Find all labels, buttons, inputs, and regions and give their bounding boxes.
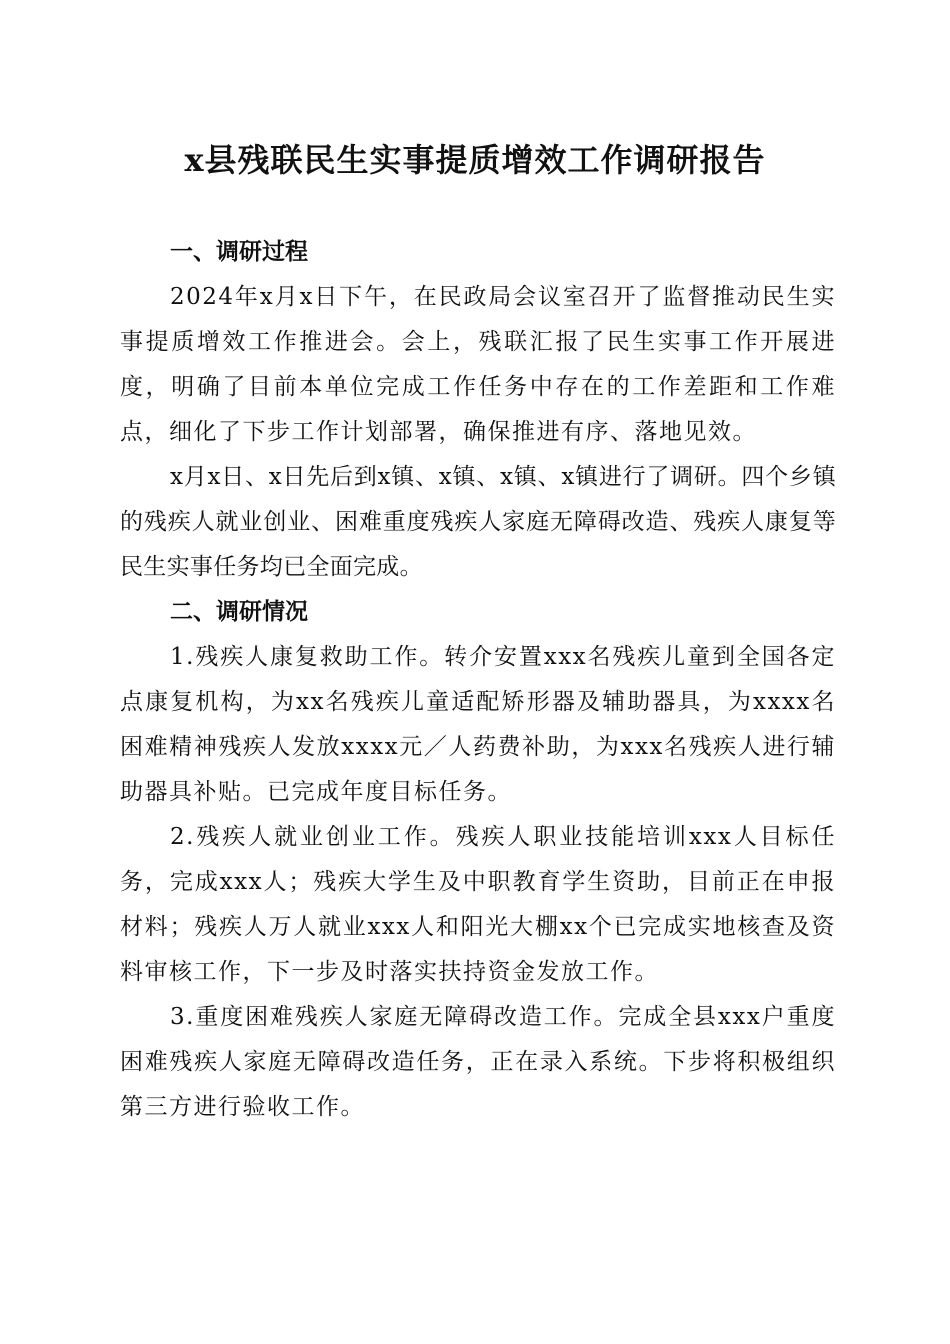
paragraph: 1.残疾人康复救助工作。转介安置xxx名残疾儿童到全国各定点康复机构，为xx名残疾儿童适配矫形器及辅助器具，为xxxx名困难精神残疾人发放xxxx元／人药费补助，为xxx名残疾人进行辅助器具补贴。已完成年度目标任务。 — [120, 644, 836, 805]
paragraph: 2024年x月x日下午，在民政局会议室召开了监督推动民生实事提质增效工作推进会。会上，残联汇报了民生实事工作开展进度，明确了目前本单位完成工作任务中存在的工作差距和工作难点，细化了下步工作计划部署，确保推进有序、落地见效。 — [120, 284, 836, 445]
paragraph: x月x日、x日先后到x镇、x镇、x镇、x镇进行了调研。四个乡镇的残疾人就业创业、困难重度残疾人家庭无障碍改造、残疾人康复等民生实事任务均已全面完成。 — [120, 464, 836, 580]
document-body — [120, 230, 836, 1130]
paragraph: 3.重度困难残疾人家庭无障碍改造工作。完成全县xxx户重度困难残疾人家庭无障碍改造任务，正在录入系统。下步将积极组织第三方进行验收工作。 — [120, 1004, 836, 1120]
paragraph: 2.残疾人就业创业工作。残疾人职业技能培训xxx人目标任务，完成xxx人；残疾大学生及中职教育学生资助，目前正在申报材料；残疾人万人就业xxx人和阳光大棚xx个已完成实地核查及资料审核工作，下一步及时落实扶持资金发放工作。 — [120, 824, 836, 985]
section-research-status — [120, 590, 836, 1130]
section-heading: 二、调研情况 — [170, 599, 308, 625]
section-heading: 一、调研过程 — [170, 239, 308, 265]
section-research-process — [120, 230, 836, 590]
document-title: x县残联民生实事提质增效工作调研报告 — [184, 141, 766, 179]
